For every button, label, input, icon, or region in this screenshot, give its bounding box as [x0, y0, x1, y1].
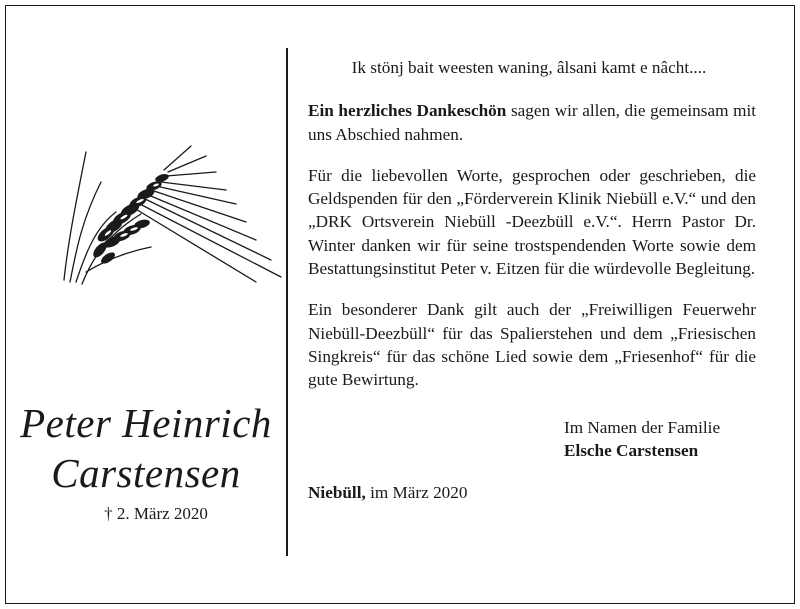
signature-block	[564, 416, 756, 463]
place-date: im März 2020	[365, 483, 468, 503]
deceased-last-name: Carstensen	[51, 450, 241, 496]
deceased-first-name: Peter Heinrich	[20, 400, 272, 446]
right-column	[308, 56, 756, 504]
thanks-paragraph	[308, 99, 756, 146]
column-divider	[286, 48, 288, 556]
date-of-death: † 2. März 2020	[104, 504, 208, 523]
wheat-ears-icon	[56, 142, 286, 287]
place-date-line	[308, 481, 756, 504]
special-thanks-paragraph: Ein besonderer Dank gilt auch der „Freiwilligen Feuerwehr Niebüll-Deezbüll“ für das Spalierstehen und dem „Friesischen Singkreis“ für das schöne Lied sowie dem „Friesenhof“ für die gute Bewirtung.	[308, 300, 756, 390]
thanks-heading: Ein herzliches Dankeschön	[308, 101, 507, 121]
motto-line: Ik stönj bait weesten waning, âlsani kamt e nâcht....	[351, 58, 707, 77]
signature-name: Elsche Carstensen	[564, 440, 699, 460]
left-column	[6, 6, 286, 603]
place-name: Niebüll,	[308, 483, 366, 503]
thanks-text: sagen wir allen, die gemeinsam mit uns Abschied nahmen.	[308, 101, 756, 144]
donations-paragraph: Für die liebevollen Worte, gesprochen oder geschrieben, die Geldspenden für den „Förderverein Klinik Niebüll e.V.“ und den „DRK Ortsverein Niebüll -Deezbüll e.V.“. Herrn Pastor Dr. Winter danken wir für seine trostspendenden Worte sowie dem Bestattungsinstitut Peter v. Eitzen für die würdevolle Begleitung.	[308, 165, 756, 279]
signature-line-1: Im Namen der Familie	[564, 417, 721, 437]
